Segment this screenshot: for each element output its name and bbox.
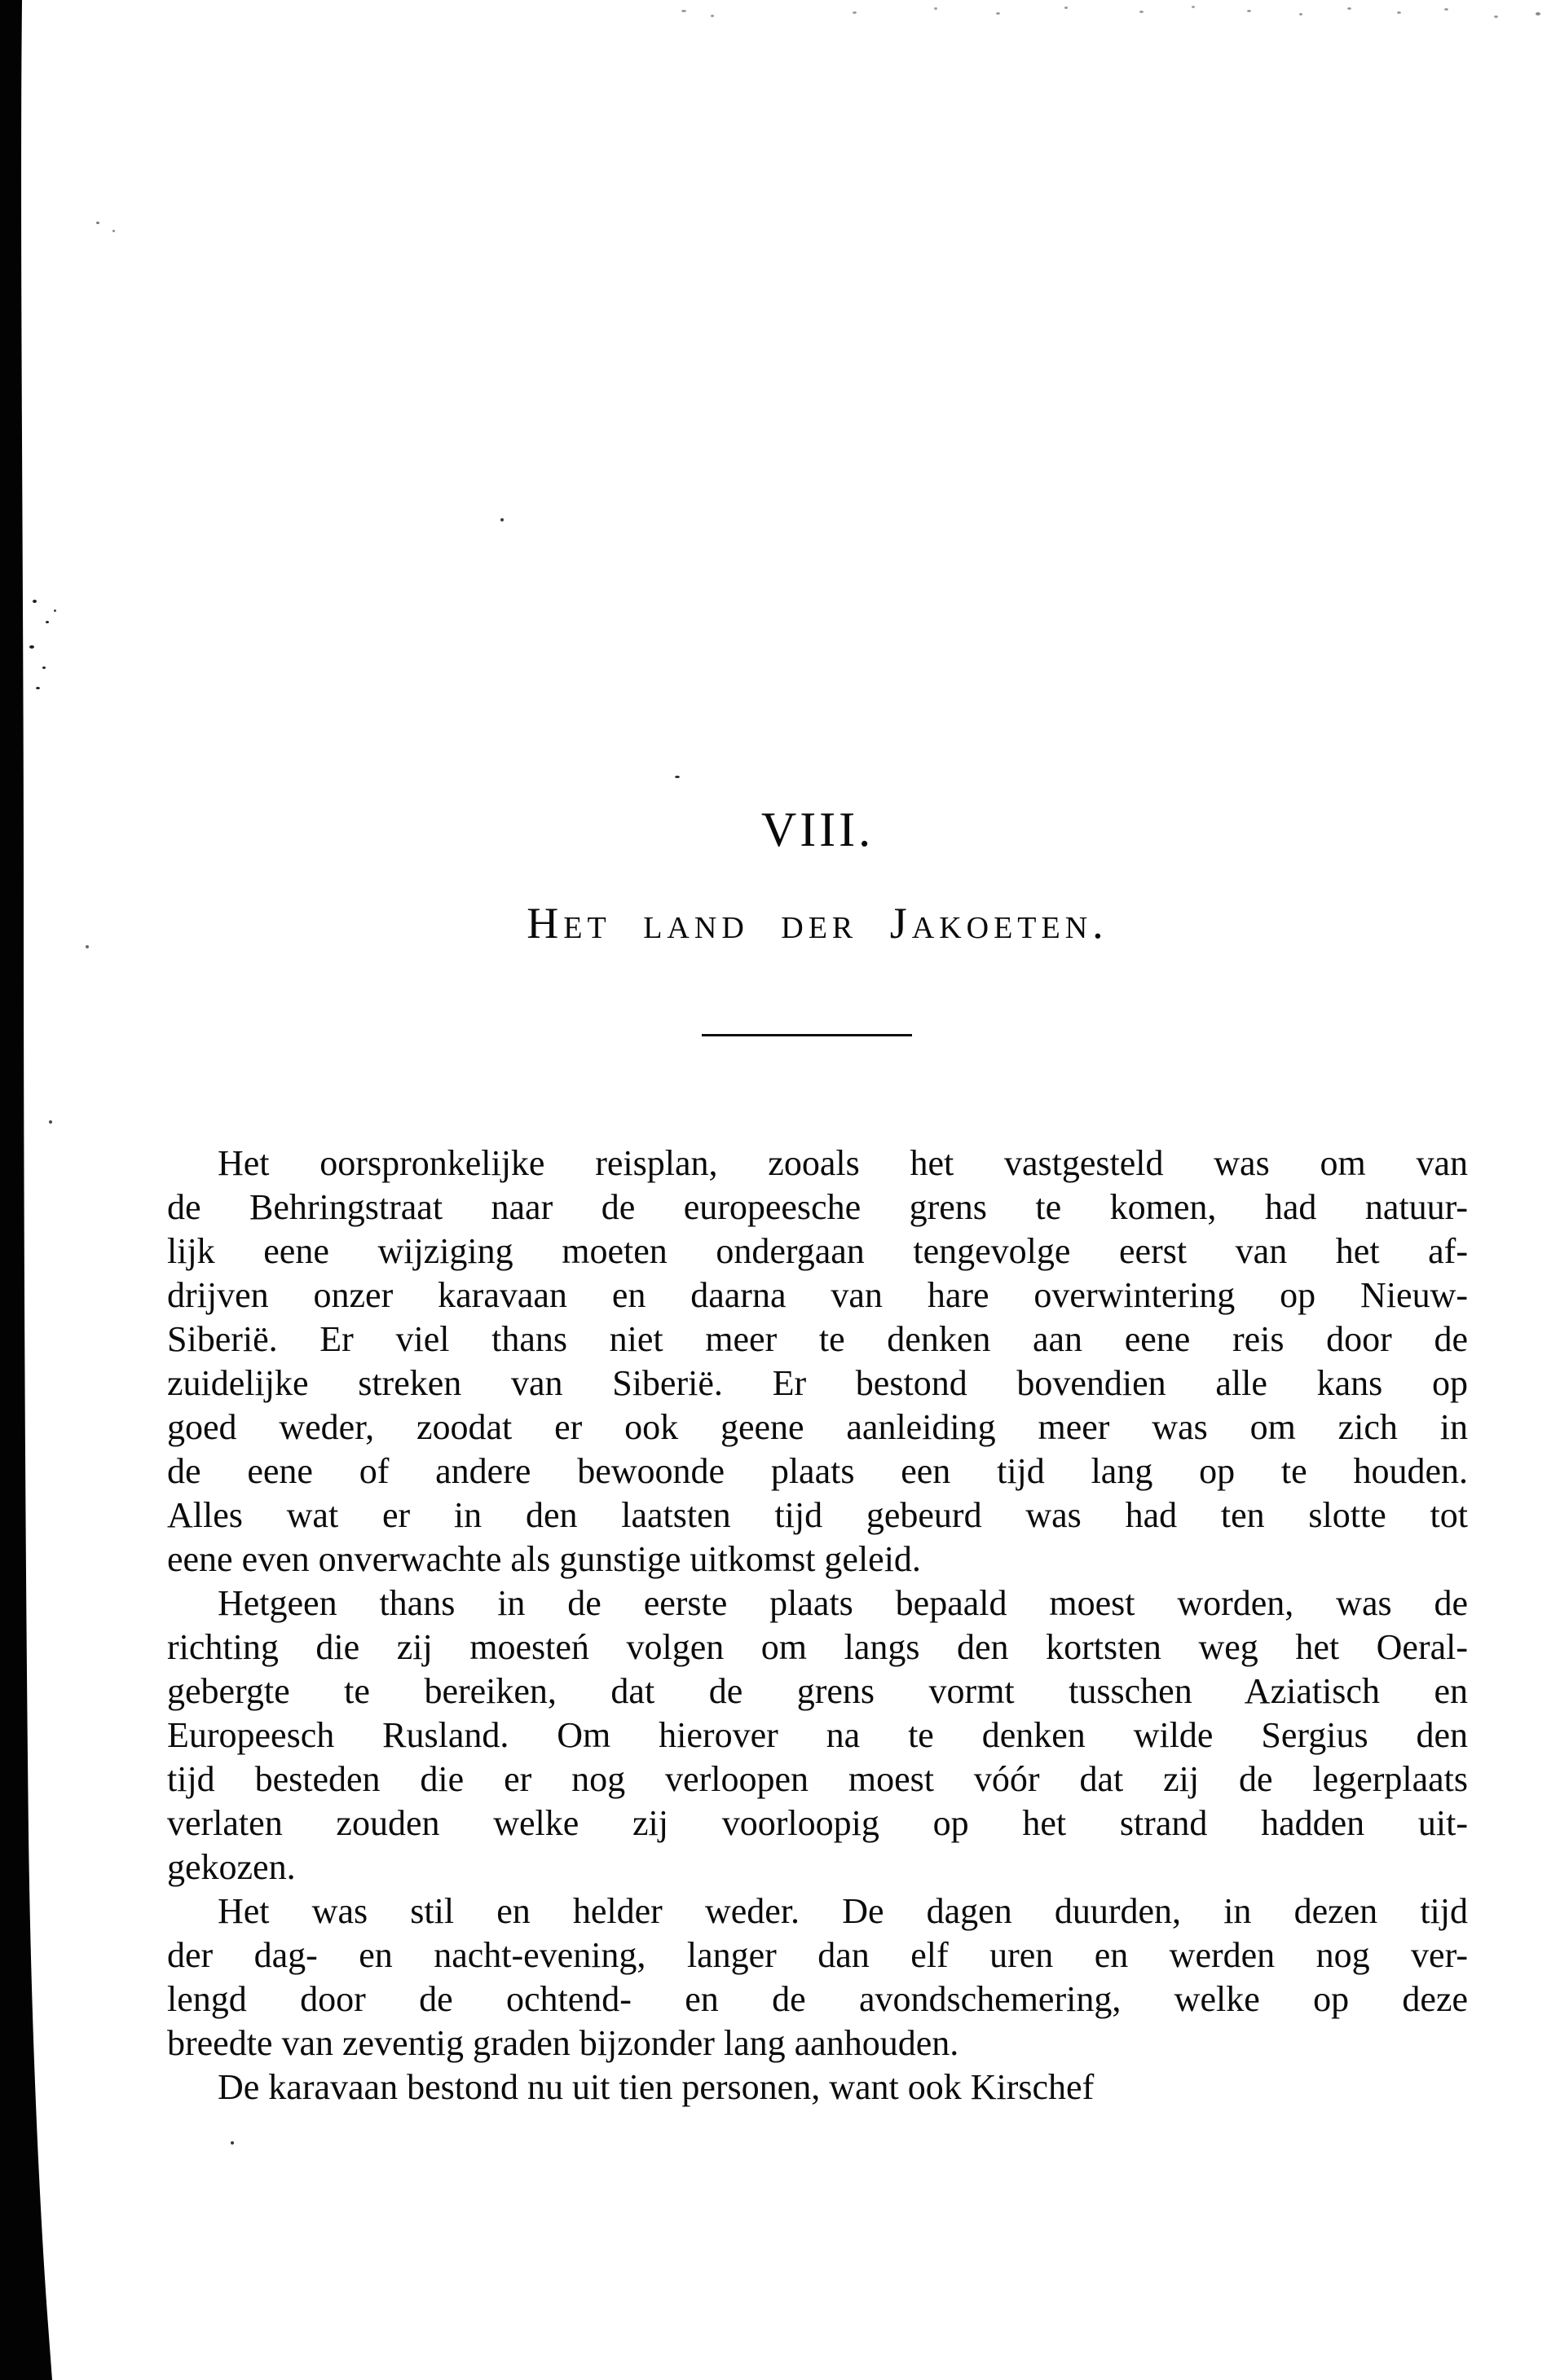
text-line: gekozen. bbox=[167, 1847, 296, 1887]
scan-speck bbox=[36, 687, 40, 689]
scan-speck bbox=[1494, 15, 1498, 18]
chapter-number: VIII. bbox=[760, 803, 875, 856]
text-line: richting die zij moesteń volgen om langs den kortsten weg het Oeral- bbox=[167, 1627, 1468, 1667]
scan-speck bbox=[54, 609, 56, 612]
scan-speck bbox=[33, 600, 37, 603]
scan-speck bbox=[231, 2141, 234, 2145]
text-line: eene even onverwachte als gunstige uitkomst geleid. bbox=[167, 1539, 921, 1579]
scan-speck bbox=[1192, 6, 1195, 8]
scan-speck bbox=[500, 518, 504, 521]
scan-speck bbox=[1397, 11, 1401, 14]
scan-speck bbox=[711, 15, 714, 17]
scan-speck bbox=[112, 230, 115, 232]
text-line: Hetgeen thans in de eerste plaats bepaald moest worden, was de bbox=[218, 1583, 1468, 1623]
scan-speck bbox=[46, 621, 49, 623]
scan-speck bbox=[996, 12, 1000, 15]
scan-speck bbox=[1536, 12, 1540, 15]
text-line: de eene of andere bewoonde plaats een tijd lang op te houden. bbox=[167, 1451, 1468, 1491]
scan-speck bbox=[42, 666, 46, 669]
scan-speck bbox=[681, 10, 686, 12]
scan-speck bbox=[1139, 11, 1144, 13]
scan-speck bbox=[49, 1120, 52, 1124]
text-line: De karavaan bestond nu uit tien personen, want ook Kirschef bbox=[218, 2067, 1095, 2107]
chapter-title: Het land der Jakoeten. bbox=[527, 899, 1108, 948]
scan-speck bbox=[934, 7, 937, 10]
scan-speck bbox=[1347, 7, 1351, 10]
text-line: Het was stil en helder weder. De dagen duurden, in dezen tijd bbox=[218, 1891, 1468, 1931]
text-line: de Behringstraat naar de europeesche grens te komen, had natuur- bbox=[167, 1187, 1468, 1227]
text-line: Siberië. Er viel thans niet meer te denken aan eene reis door de bbox=[167, 1319, 1468, 1359]
scan-speck bbox=[1299, 13, 1302, 15]
text-line: Alles wat er in den laatsten tijd gebeurd was had ten slotte tot bbox=[167, 1495, 1468, 1535]
text-line: goed weder, zoodat er ook geene aanleiding meer was om zich in bbox=[167, 1407, 1468, 1447]
scan-speck bbox=[1247, 10, 1251, 12]
text-line: Europeesch Rusland. Om hierover na te denken wilde Sergius den bbox=[167, 1715, 1468, 1755]
text-line: verlaten zouden welke zij voorloopig op het strand hadden uit- bbox=[167, 1803, 1468, 1843]
text-line: Het oorspronkelijke reisplan, zooals het vastgesteld was om van bbox=[218, 1143, 1468, 1183]
scan-speck bbox=[1064, 7, 1068, 9]
text-line: gebergte te bereiken, dat de grens vormt tusschen Aziatisch en bbox=[167, 1671, 1468, 1711]
scan-speck bbox=[1444, 8, 1448, 11]
text-line: lijk eene wijziging moeten ondergaan tengevolge eerst van het af- bbox=[167, 1231, 1468, 1271]
text-line: der dag- en nacht-evening, langer dan elf uren en werden nog ver- bbox=[167, 1935, 1468, 1975]
scan-speck bbox=[853, 11, 857, 14]
scan-speck bbox=[29, 645, 34, 649]
text-line: breedte van zeventig graden bijzonder lang aanhouden. bbox=[167, 2023, 959, 2063]
text-line: tijd besteden die er nog verloopen moest vóór dat zij de legerplaats bbox=[167, 1759, 1468, 1799]
text-line: zuidelijke streken van Siberië. Er bestond bovendien alle kans op bbox=[167, 1363, 1468, 1403]
text-line: lengd door de ochtend- en de avondschemering, welke op deze bbox=[167, 1979, 1468, 2019]
section-divider-rule bbox=[702, 1034, 912, 1036]
scan-speck bbox=[86, 945, 89, 948]
scan-speck bbox=[675, 776, 680, 778]
scan-speck bbox=[96, 222, 99, 224]
body-text bbox=[167, 1142, 1468, 2109]
text-line: drijven onzer karavaan en daarna van hare overwintering op Nieuw- bbox=[167, 1275, 1468, 1315]
